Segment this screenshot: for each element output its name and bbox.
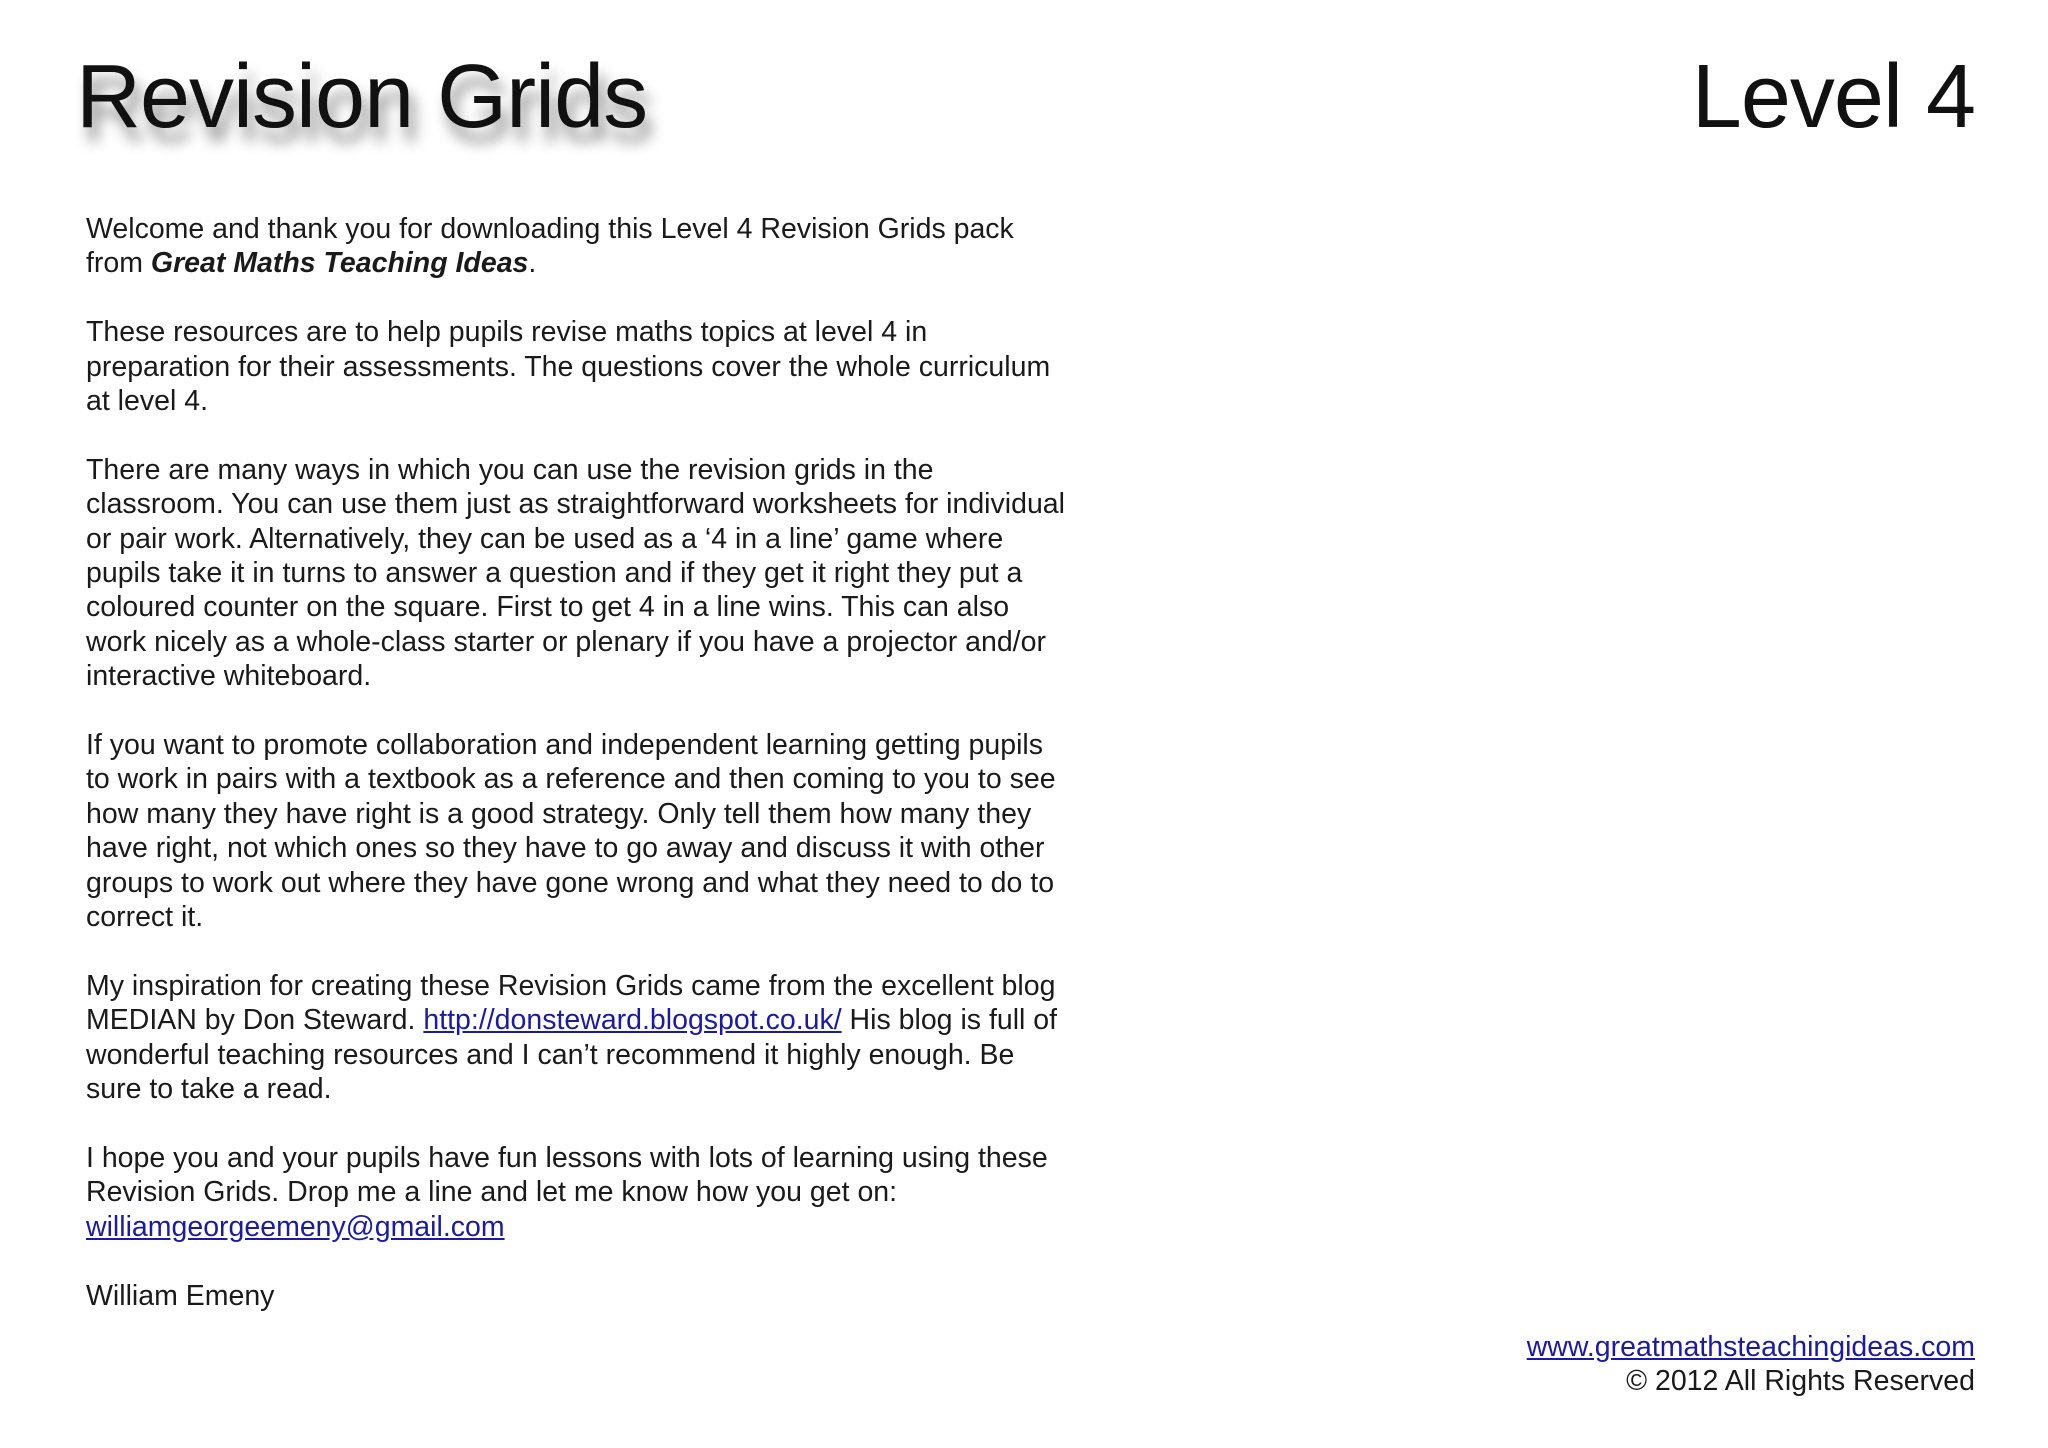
welcome-text-end: . bbox=[528, 247, 537, 280]
welcome-paragraph bbox=[86, 212, 1066, 281]
contact-paragraph bbox=[86, 1141, 1066, 1244]
intro-body bbox=[86, 212, 1066, 1313]
inspiration-paragraph bbox=[86, 969, 1066, 1107]
inspiration-text: My inspiration for creating these Revision Grids came from the excellent blog MEDIAN by Don Steward. bbox=[86, 969, 1056, 1037]
purpose-paragraph: These resources are to help pupils revise maths topics at level 4 in preparation for their assessments. The questions cover the whole curriculum at level 4. bbox=[86, 316, 1051, 418]
level-heading: Level 4 bbox=[1691, 47, 1975, 147]
usage-paragraph: There are many ways in which you can use the revision grids in the classroom. You can use them just as straightforward worksheets for individual or pair work. Alternatively, they can be used as a ‘4 in a line’ game where pupils take it in turns to answer a question and if they get it right they put a coloured counter on the square. First to get 4 in a line wins. This can also work nicely as a whole-class starter or plenary if you have a projector and/or interactive whiteboard. bbox=[86, 453, 1065, 693]
collaboration-paragraph: If you want to promote collaboration and independent learning getting pupils to work in pairs with a textbook as a reference and then coming to you to see how many they have right is a good strategy. Only tell them how many they have right, not which ones so they have to go away and discuss it with other groups to work out where they have gone wrong and what they need to do to correct it. bbox=[86, 729, 1056, 934]
brand-name: Great Maths Teaching Ideas bbox=[150, 247, 529, 280]
footer bbox=[1527, 1330, 1975, 1399]
page-title: Revision Grids bbox=[76, 47, 648, 147]
contact-text: I hope you and your pupils have fun lessons with lots of learning using these Revision Grids. Drop me a line and let me know how you get on: bbox=[86, 1141, 1048, 1209]
author-signature: William Emeny bbox=[86, 1279, 275, 1312]
welcome-text: Welcome and thank you for downloading this Level 4 Revision Grids pack from bbox=[86, 213, 1014, 280]
don-steward-blog-link[interactable]: http://donsteward.blogspot.co.uk/ bbox=[423, 1004, 842, 1037]
copyright-notice: © 2012 All Rights Reserved bbox=[1626, 1365, 1975, 1398]
author-email-link[interactable]: williamgeorgeemeny@gmail.com bbox=[86, 1210, 505, 1243]
website-link[interactable]: www.greatmathsteachingideas.com bbox=[1526, 1331, 1975, 1363]
inspiration-text-end: His blog is full of wonderful teaching resources and I can’t recommend it highly enough. Be sure to take a read. bbox=[86, 1004, 1058, 1106]
